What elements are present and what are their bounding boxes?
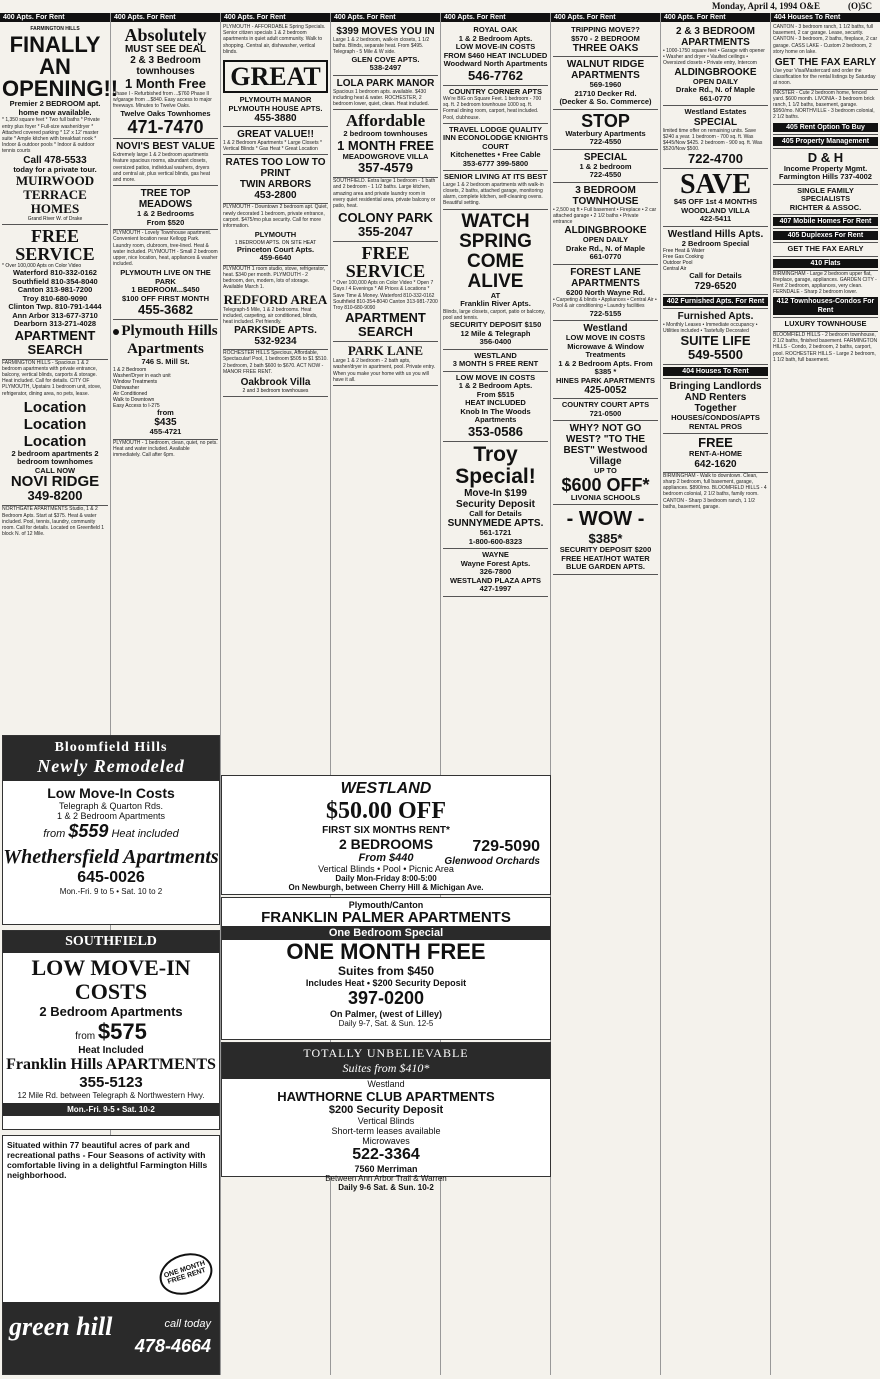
column-4: 400 Apts. For Rent $399 MOVES YOU IN Large 1 & 2 bedroom, walk-in closets, 1 1/2 baths. Blinds, separate heat. From $495. Telegraph - 5 Mile & W side. GLEN COVE APTS. 538-2497 LOLA PARK MANOR Spacious 1 bedroom apts. available. $430 including heat & water. ROCHESTER, 2 bedroom lower, quiet, clean. Heat included. Affordable 2 bedroom townhouses 1 MONTH FREE MEADOWGROVE VILLA 357-4579 SOUTHFIELD. Extra large 1 bedroom - 1 bath and 2 bedroom - 1 1/2 baths. Large kitchen, amazing area and private laundry room in every quiet residential area, private balcony or patio, heat. COLONY PARK 355-2047 FREE SERVICE * Over 100,000 Apts on Color Video * Open 7 Days / 4 Evenings * All Prices & Locations * Save Time & Money. Waterford 810-332-0162 Southfield 810-354-8040 Canton 313-981-7200 Troy 810-680-9090 APARTMENT SEARCH PARK LANE Large 1 & 2 bedroom - 2 bath apts, washer/dryer in apartment, pool. Private entry. When you make your home with us you will have it all. <box>331 13 441 1375</box>
column-heading: 400 Apts. For Rent <box>661 13 770 22</box>
ad-three-oaks: TRIPPING MOVE?? $570 - 2 BEDROOM THREE OAKS <box>553 24 658 57</box>
ad-colony-park: COLONY PARK 355-2047 <box>333 209 438 242</box>
ad-3br-townhouse: 3 BEDROOM TOWNHOUSE • 2,500 sq ft • Full basement • Fireplace • 2 car attached garage • 2 1/2 baths • Private entrance ALDINGBROOKE OPEN DAILY Drake Rd., N. of Maple 661-0770 <box>553 183 658 265</box>
ad-novis-best-value: NOVI'S BEST VALUE Extremely large 1 & 2 bedroom apartments feature spacious rooms, abundant closets, oversized patios, individual washers, dryers and central air, plus vertical blinds, gas heat and more. <box>113 139 218 186</box>
column-heading: 400 Apts. For Rent <box>331 13 440 22</box>
ad-affordable: Affordable 2 bedroom townhouses 1 MONTH FREE MEADOWGROVE VILLA 357-4579 <box>333 110 438 178</box>
ad-westland-low: Westland LOW MOVE IN COSTS Microwave & Window Treatments 1 & 2 Bedroom Apts. From $385 * HINES PARK APARTMENTS 425-0052 <box>553 321 658 399</box>
ad-option-buy: 405 Rent Option To Buy <box>773 121 878 135</box>
ad-single-family: SINGLE FAMILY SPECIALISTS RICHTER & ASSOC. <box>773 185 878 216</box>
ad-rent-a-home: FREE RENT-A-HOME 642-1620 <box>663 434 768 473</box>
column-1: 400 Apts. For Rent FARMINGTON HILLS FINALLY AN OPENING!! Premier 2 BEDROOM apt. home now available. * 1,350 square feet * Two full baths * Private entry plus foyer * Full-size washer/dryer * Attached covered parking * 12' x 12' master suite * Ample kitchen with breakfast nook * Indoor & outdoor pools * Indoor & outdoor tennis courts Call 478-5533 today for a private tour. MUIRWOOD TERRACE HOMES Grand River W. of Drake FREE SERVICE * Over 100,000 Apts on Color Video Waterford 810-332-0162 Southfield 810-354-8040 Canton 313-981-7200 Troy 810-680-9090 Clinton Twp. 810-791-1444 Ann Arbor 313-677-3710 Dearborn 313-271-4028 APARTMENT SEARCH FARMINGTON HILLS - Spacious 1 & 2 bedroom apartments with private entrance, balcony, vertical blinds, carports & storage. Heat included. Call for details. CITY OF PLYMOUTH, Upstairs 1 bedroom unit, stove, refrigerator, dining area, no pets, lease. Location Location Location 2 bedroom apartments 2 bedroom townhomes CALL NOW NOVI RIDGE 349-8200 NORTHGATE APARTMENTS Studio, 1 & 2 Bedroom Apts. Start at $375. Heat & water included. Pool, tennis, laundry, community room. Call for details. Located on Greenfield 1 block N. of 12 Mile. <box>0 13 111 1375</box>
column-heading: 400 Apts. For Rent <box>0 13 110 22</box>
ad-glenwood-orchards: WESTLAND $50.00 OFF FIRST SIX MONTHS RENT* 2 BEDROOMS From $440 Vertical Blinds • Pool • Picnic Area 729-5090 Glenwood Orchards Daily Mon-Friday 8:00-5:00 On Newburgh, between Cherry Hill & Michigan Ave. <box>221 775 551 895</box>
ad-westland-special: SPECIAL 1 & 2 bedroom 722-4550 <box>553 150 658 183</box>
ad-country-court: COUNTRY COURT APTS 721-0500 <box>553 399 658 421</box>
ad-plymouth-hills: Plymouth Hills Apartments 746 S. Mill St. 1 & 2 Bedroom Washer/Dryer in each unit Window Treatments Dishwasher Air Conditioned Walk to Downtown Easy Access to I-275 from $435 455-4721 <box>113 320 218 440</box>
ad-redford-area: REDFORD AREA Telegraph-5 Mile, 1 & 2 bedrooms. Heat included, carpeting, air conditioned, blinds, heat included. Pet friendly. PARKSIDE APTS. 532-9234 <box>223 291 328 351</box>
ad-forest-lane: FOREST LANE APARTMENTS 6200 North Wayne Rd. • Carpeting & blinds • Appliances • Central Air • Pool & air conditioning • Laundry facilities 722-5155 <box>553 265 658 321</box>
ad-tree-top: TREE TOP MEADOWS 1 & 2 Bedrooms From $520 <box>113 186 218 230</box>
header-date: Monday, April 4, 1994 O&E <box>711 1 820 11</box>
glenwood-logo: Glenwood Orchards <box>444 856 540 867</box>
ad-get-fax-2: GET THE FAX EARLY <box>773 243 878 257</box>
ad-watch-spring: WATCH SPRING COME ALIVE AT Franklin River Apts. Blinds, large closets, carport, patio or balcony, pool and tennis. SECURITY DEPOSIT $150 12 Mile & Telegraph 356-0400 <box>443 210 548 350</box>
ad-wayne: WAYNE Wayne Forest Apts. 326-7800 WESTLAND PLAZA APTS 427-1997 <box>443 549 548 597</box>
ad-badge: ONE MONTH FREE RENT <box>154 1247 218 1302</box>
ad-furnished-heading: 402 Furnished Apts. For Rent <box>663 295 768 309</box>
ad-location: Location Location Location 2 bedroom apartments 2 bedroom townhomes CALL NOW NOVI RIDGE 349-8200 <box>2 397 108 507</box>
ad-save: SAVE $45 OFF 1st 4 MONTHS WOODLAND VILLA 422-5411 <box>663 169 768 227</box>
ad-hawthorne-club: TOTALLY UNBELIEVABLE Suites from $410* Westland HAWTHORNE CLUB APARTMENTS $200 Security Deposit Vertical Blinds Short-term leases available Microwaves 522-3364 7560 Merriman Between Ann Arbor Trail & Warren Daily 9-6 Sat. & Sun. 10-2 <box>221 1042 551 1177</box>
ad-franklin-palmer: Plymouth/Canton FRANKLIN PALMER APARTMENTS One Bedroom Special ONE MONTH FREE Suites from $450 Includes Heat • $200 Security Deposit 397-0200 On Palmer, (west of Lilley) Daily 9-7, Sat. & Sun. 12-5 <box>221 897 551 1040</box>
ad-walnut-ridge: WALNUT RIDGE APARTMENTS 569-1960 21710 Decker Rd. (Decker & So. Commerce) <box>553 57 658 110</box>
ad-glen-cove: $399 MOVES YOU IN Large 1 & 2 bedroom, walk-in closets, 1 1/2 baths. Blinds, separate heat. From $495. Telegraph - 5 Mile & W side. GLEN COVE APTS. 538-2497 <box>333 24 438 76</box>
ad-troy-special: Troy Special! Move-In $199 Security Deposit Call for Details SUNNYMEDE APTS. 561-1721 1-800-600-8323 <box>443 442 548 550</box>
ad-houses-heading: 404 Houses To Rent <box>663 365 768 379</box>
ad-park-lane: PARK LANE Large 1 & 2 bedroom - 2 bath apts, washer/dryer in apartment, pool. Private entry. When you make your home with us you will have it all. <box>333 342 438 386</box>
ad-lola-park: LOLA PARK MANOR Spacious 1 bedroom apts. available. $430 including heat & water. ROCHESTER, 2 bedroom lower, quiet, clean. Heat included. <box>333 76 438 111</box>
ad-title: FINALLY AN OPENING!! <box>2 32 119 102</box>
ad-westland-free-rent: WESTLAND 3 MONTH S FREE RENT <box>443 350 548 372</box>
ad-green-hill: Situated within 77 beautiful acres of park and recreational paths - Four Seasons of activity with comfortable living in a delightful Farmington Hills neighborhood. ONE MONTH FREE RENT green hill call today 478-4664 <box>2 1135 220 1375</box>
ad-absolutely: Absolutely MUST SEE DEAL 2 & 3 Bedroom townhouses 1 Month Free Phase I - Refurbished from ...$760 Phase II w/garage from ...$840. Easy access to major freeways. Minutes to Twelve Oaks. Twelve Oaks Townhomes 471-7470 <box>113 24 218 139</box>
page-header <box>0 0 880 12</box>
ad-why-not-go-west: WHY? NOT GO WEST? "TO THE BEST" Westwood Village UP TO $600 OFF* LIVONIA SCHOOLS <box>553 421 658 505</box>
ad-oakbrook: Oakbrook Villa 2 and 3 bedroom townhouses <box>223 375 328 397</box>
column-6 <box>551 13 661 1375</box>
column-8: 404 Houses To Rent CANTON - 3 bedroom ranch, 1 1/2 baths, full basement, 2 car garage. Lease, security. CANTON - 3 bedroom, 2 baths, fireplace, 2 car garage. CASS LAKE - Custom 2 bedroom, 2 story home on lake. GET THE FAX EARLY Use your Visa/Mastercard and order the classification for the rental listings by Saturday at noon. INKSTER - Cute 2 bedroom home, fenced yard. $600 month. LIVONIA - 3 bedroom brick ranch, 1 1/2 baths, basement, garage. $950/mo. NORTHVILLE - 3 bedroom colonial, 2 1/2 baths. 405 Rent Option To Buy 405 Property Management D & H Income Property Mgmt. Farmington Hills 737-4002 SINGLE FAMILY SPECIALISTS RICHTER & ASSOC. 407 Mobile Homes For Rent 405 Duplexes For Rent GET THE FAX EARLY 410 Flats BIRMINGHAM - Large 2 bedroom upper flat, fireplace, garage, appliances. GARDEN CITY - Rent 2 bedroom, appliances, very clean. FERNDALE - Sharp 2 bedroom lower. 412 Townhouses-Condos For Rent LUXURY TOWNHOUSE BLOOMFIELD HILLS - 2 bedroom townhouse, 2 1/2 baths, finished basement. FARMINGTON HILLS - Condo, 2 bedroom, 2 baths, carport, pool. ROCHESTER HILLS - Large 2 bedroom, 1 1/2 bath, full basement. <box>771 13 880 1375</box>
ad-flats: 410 Flats <box>773 257 878 271</box>
column-heading: 400 Apts. For Rent <box>111 13 220 22</box>
ad-westland-hills: Westland Hills Apts. 2 Bedroom Special Free Heat & Water Free Gas Cooking Outdoor Pool Central Air Call for Details 729-6520 <box>663 227 768 295</box>
ad-low-move-in: LOW MOVE IN COSTS 1 & 2 Bedroom Apts. From $515 HEAT INCLUDED Knob In The Woods Apartments 353-0586 <box>443 372 548 442</box>
ad-great: GREAT PLYMOUTH MANOR PLYMOUTH HOUSE APTS. 455-3880 <box>223 55 328 127</box>
ad-franklin-hills: SOUTHFIELD LOW MOVE-IN COSTS 2 Bedroom Apartments from $575 Heat Included Franklin Hills APARTMENTS 355-5123 12 Mile Rd. between Telegraph & Northwestern Hwy. Mon.-Fri. 9-5 • Sat. 10-2 <box>2 930 220 1130</box>
column-3: 400 Apts. For Rent PLYMOUTH - AFFORDABLE Spring Specials. Senior citizen specials 1 & 2 bedroom apartments in quiet adult community. Walk to shopping. Central air, dishwasher, vertical blinds. GREAT PLYMOUTH MANOR PLYMOUTH HOUSE APTS. 455-3880 GREAT VALUE!! 1 & 2 Bedroom Apartments * Large Closets * Vertical Blinds * Gas Heat * Great Location RATES TOO LOW TO PRINT TWIN ARBORS 453-2800 PLYMOUTH - Downtown 2 bedroom apt. Quiet, newly decorated 1 bedroom, private entrance, carport. $475/mo plus security. Call for more information. PLYMOUTH 1 BEDROOM APTS. ON SITE HEAT Princeton Court Apts. 459-6640 PLYMOUTH 1 room studio, stove, refrigerator, heat. $340 per month. PLYMOUTH - 2 bedroom, den, modern, lots of storage. Available March 1. REDFORD AREA Telegraph-5 Mile, 1 & 2 bedrooms. Heat included, carpeting, air conditioned, blinds, heat included. Pet friendly. PARKSIDE APTS. 532-9234 ROCHESTER HILLS Specious, Affordable, Spectacular! Pool, 1 bedroom $505 to $1 $510. 2 bedroom, 2 bath $600 to $670. ACT NOW - MANOR FREE RENT. Oakbrook Villa 2 and 3 bedroom townhouses <box>221 13 331 1375</box>
column-heading: 400 Apts. For Rent <box>441 13 550 22</box>
ad-suite-life: Furnished Apts. • Monthly Leases • Immediate occupancy • Utilities included • Tastefully Decorated SUITE LIFE 549-5500 <box>663 309 768 365</box>
ad-luxury-townhouse: LUXURY TOWNHOUSE <box>773 318 878 332</box>
ad-plymouth-park: PLYMOUTH LIVE ON THE PARK 1 BEDROOM...$450 $100 OFF FIRST MONTH 455-3682 <box>113 267 218 320</box>
ad-travel-lodge: TRAVEL LODGE QUALITY INN ECONOLODGE KNIGHTS COURT Kitchenettes • Free Cable 353-6777 399-5800 <box>443 124 548 172</box>
star-icon <box>113 329 119 335</box>
ad-free-service-2: FREE SERVICE * Over 100,000 Apts on Color Video * Open 7 Days / 4 Evenings * All Prices & Locations * Save Time & Money. Waterford 810-332-0162 Southfield 810-354-8040 Canton 313-981-7200 Troy 810-680-9090 APARTMENT SEARCH <box>333 242 438 342</box>
ad-westland-estates: Westland Estates SPECIAL limited time offer on remaining units. Save $240 a year. 1 bedroom - 700 sq. ft. Was $445/Now $425. 2 bedroom - 900 sq. ft. Was $520/Now $500. 722-4700 <box>663 106 768 169</box>
column-heading: 400 Apts. For Rent <box>221 13 330 22</box>
ad-country-corner: COUNTRY CORNER APTS We're BIG on Square Feet. 1 bedroom - 700 sq. ft. 2 bedroom townhouse 1000 sq. ft. Formal dining room, carport, heat included. Pool, clubhouse. <box>443 86 548 124</box>
ad-get-the-fax: GET THE FAX EARLY Use your Visa/Mastercard and order the classification for the rental listings by Saturday at noon. <box>773 55 878 90</box>
ad-dh: D & H Income Property Mgmt. Farmington Hills 737-4002 <box>773 149 878 185</box>
ad-townhouses-condos: 412 Townhouses-Condos For Rent <box>773 295 878 318</box>
ad-free-service: FREE SERVICE * Over 100,000 Apts on Color Video Waterford 810-332-0162 Southfield 810-354-8040 Canton 313-981-7200 Troy 810-680-9090 Clinton Twp. 810-791-1444 Ann Arbor 313-677-3710 Dearborn 313-271-4028 APARTMENT SEARCH <box>2 225 108 360</box>
ad-mobile-homes: 407 Mobile Homes For Rent <box>773 215 878 229</box>
ad-bloomfield-hills: Bloomfield Hills Newly Remodeled Low Move-In Costs Telegraph & Quarton Rds. 1 & 2 Bedroom Apartments from $559 Heat included Whethersfield Apartments 645-0026 Mon.-Fri. 9 to 5 • Sat. 10 to 2 <box>2 735 220 925</box>
column-2: 400 Apts. For Rent Absolutely MUST SEE DEAL 2 & 3 Bedroom townhouses 1 Month Free Phase I - Refurbished from ...$760 Phase II w/garage from ...$840. Easy access to major freeways. Minutes to Twelve Oaks. Twelve Oaks Townhomes 471-7470 NOVI'S BEST VALUE Extremely large 1 & 2 bedroom apartments feature spacious rooms, abundant closets, oversized patios, individual washers, dryers and central air, plus vertical blinds, gas heat and more. TREE TOP MEADOWS 1 & 2 Bedrooms From $520 PLYMOUTH - Lovely Townhouse apartment. Convenient location near Kellogg Park. Laundry room, clubroom, tree-lined. Heat & water included. PLYMOUTH - Small 2 bedroom upper, nice location, heat, appliances & washer included. PLYMOUTH LIVE ON THE PARK 1 BEDROOM...$450 $100 OFF FIRST MONTH 455-3682 Plymouth Hills Apartments 746 S. Mill St. 1 & 2 Bedroom Washer/Dryer in each unit Window Treatments Dishwasher Air Conditioned Walk to Downtown Easy Access to I-275 from $435 455-4721 PLYMOUTH - 1 bedroom, clean, quiet, no pets. Heat and water included. Available immediately. Call after 6pm. <box>111 13 221 1375</box>
ad-royal-oak: ROYAL OAK 1 & 2 Bedroom Apts. LOW MOVE-IN COSTS FROM $460 HEAT INCLUDED Woodward North Apartments 546-7762 <box>443 24 548 86</box>
green-hill-logo: green hill <box>9 1312 113 1341</box>
ad-senior: SENIOR LIVING AT ITS BEST Large 1 & 2 bedroom apartments with walk-in closets, 2 baths, attached garage, monitoring alarm, complete kitchen, self-cleaning ovens. Beautiful setting. <box>443 171 548 209</box>
ad-stop: STOP Waterbury Apartments 722-4550 <box>553 110 658 150</box>
ad-rates-low: RATES TOO LOW TO PRINT TWIN ARBORS 453-2800 <box>223 155 328 204</box>
column-heading: 404 Houses To Rent <box>771 13 880 22</box>
ad-finally: FARMINGTON HILLS FINALLY AN OPENING!! Premier 2 BEDROOM apt. home now available. * 1,350 square feet * Two full baths * Private entry plus foyer * Full-size washer/dryer * Attached covered parking * 12' x 12' master suite * Ample kitchen with breakfast nook * Indoor & outdoor pools * Indoor & outdoor tennis courts Call 478-5533 today for a private tour. MUIRWOOD TERRACE HOMES Grand River W. of Drake <box>2 24 108 225</box>
column-7: 400 Apts. For Rent 2 & 3 BEDROOM APARTMENTS • 1000-1750 square feet • Garage with opener • Washer and dryer • Vaulted ceilings • Oversized closets • Private entry, Intercom ALDINGBROOKE OPEN DAILY Drake Rd., N. of Maple 661-0770 Westland Estates SPECIAL limited time offer on remaining units. Save $240 a year. 1 bedroom - 700 sq. ft. Was $445/Now $425. 2 bedroom - 900 sq. ft. Was $520/Now $500. 722-4700 SAVE $45 OFF 1st 4 MONTHS WOODLAND VILLA 422-5411 Westland Hills Apts. 2 Bedroom Special Free Heat & Water Free Gas Cooking Outdoor Pool Central Air Call for Details 729-6520 402 Furnished Apts. For Rent Furnished Apts. • Monthly Leases • Immediate occupancy • Utilities included • Tastefully Decorated SUITE LIFE 549-5500 404 Houses To Rent Bringing Landlords AND Renters Together HOUSES/CONDOS/APTS RENTAL PROS FREE RENT-A-HOME 642-1620 BIRMINGHAM - Walk to downtown. Clean, sharp 2 bedroom, full basement, garage, appliances. $890/mo. BLOOMFIELD HILLS - 4 bedroom colonial, 2 1/2 baths, family room. CANTON - Sharp 3 bedroom ranch, 1 1/2 baths, basement, garage. <box>661 13 771 1375</box>
header-page-number: (O)5C <box>848 1 872 11</box>
ad-great-value: GREAT VALUE!! 1 & 2 Bedroom Apartments * Large Closets * Vertical Blinds * Gas Heat * Great Location <box>223 127 328 155</box>
ad-wow: - WOW - $385* SECURITY DEPOSIT $200 FREE HEAT/HOT WATER BLUE GARDEN APTS. <box>553 505 658 575</box>
ad-bringing-landlords: Bringing Landlords AND Renters Together HOUSES/CONDOS/APTS RENTAL PROS <box>663 379 768 434</box>
ad-duplexes: 405 Duplexes For Rent <box>773 229 878 243</box>
ad-property-mgmt: 405 Property Management <box>773 135 878 149</box>
ad-2-3-bedroom: 2 & 3 BEDROOM APARTMENTS • 1000-1750 square feet • Garage with opener • Washer and dryer • Vaulted ceilings • Oversized closets • Private entry, Intercom ALDINGBROOKE OPEN DAILY Drake Rd., N. of Maple 661-0770 <box>663 24 768 106</box>
column-heading: 400 Apts. For Rent <box>551 13 660 22</box>
ad-plymouth-1br: PLYMOUTH 1 BEDROOM APTS. ON SITE HEAT Princeton Court Apts. 459-6640 <box>223 229 328 266</box>
